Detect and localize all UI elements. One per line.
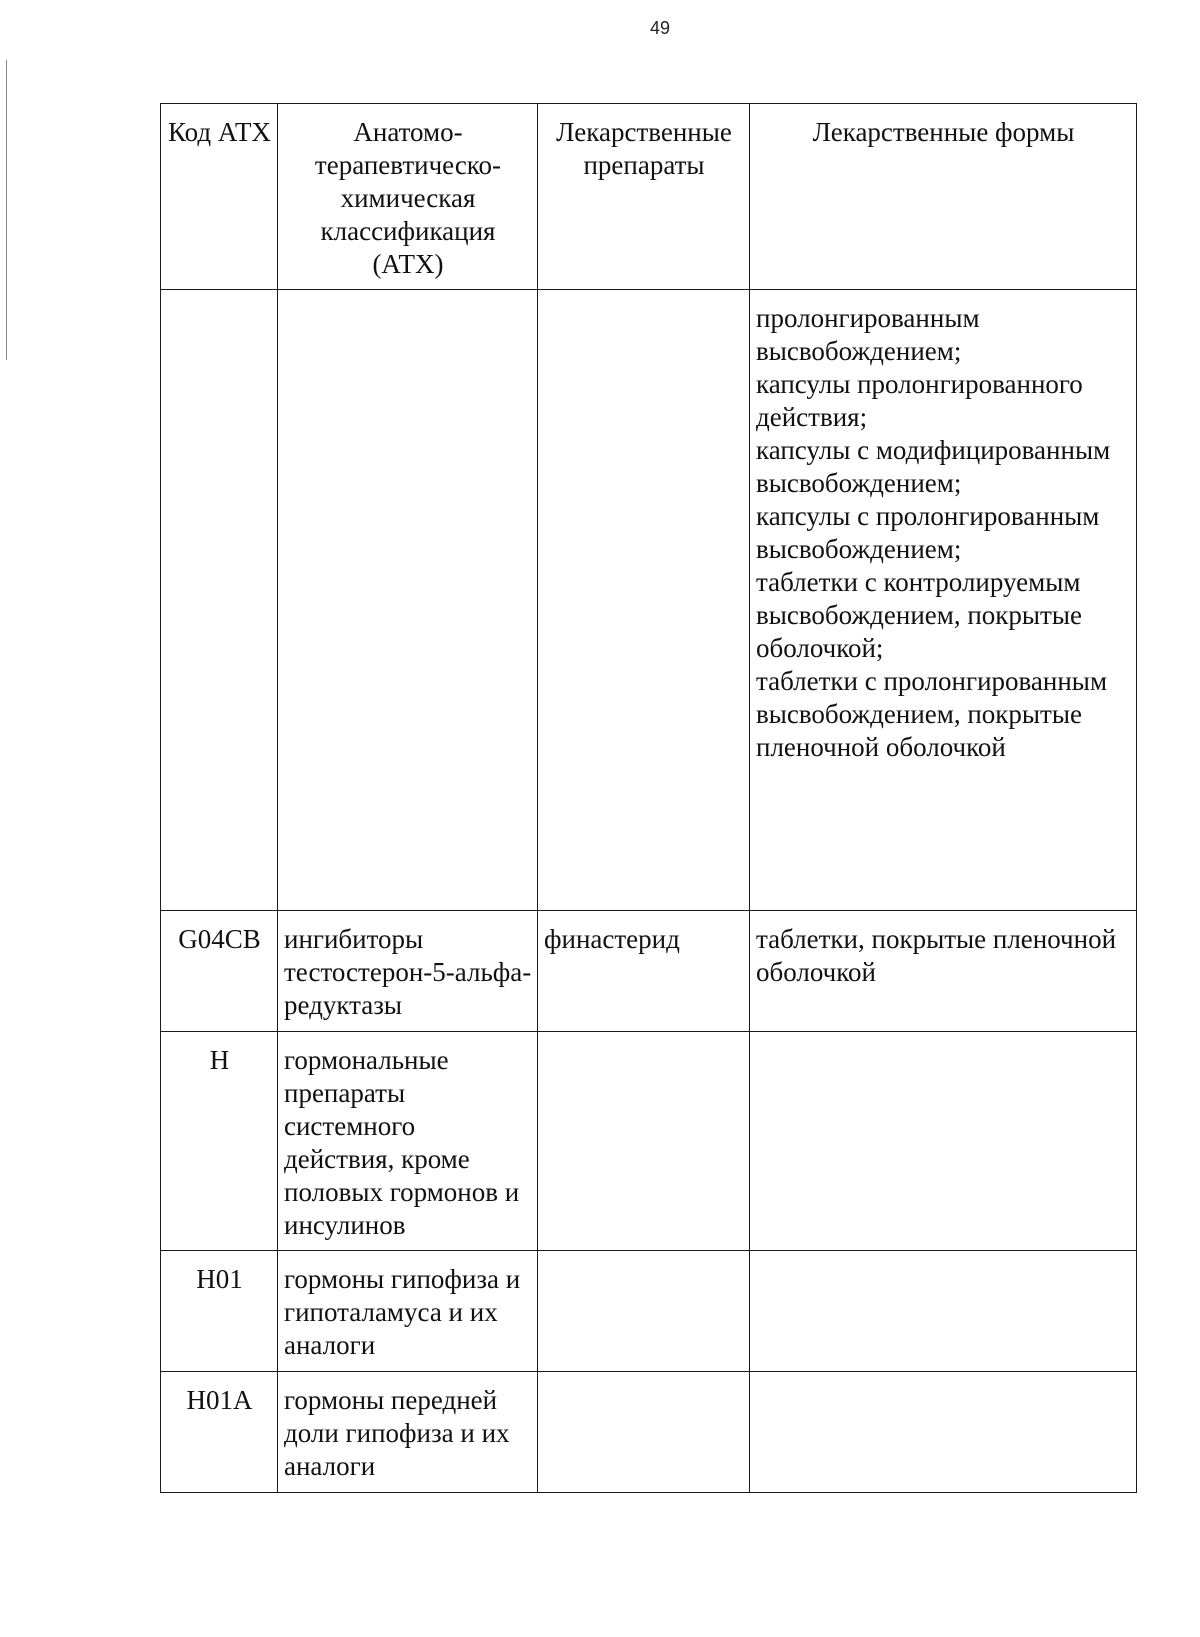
cell-code: H01	[161, 1251, 278, 1372]
cell-code: G04CB	[161, 911, 278, 1032]
cell-classification: гормоны передней доли гипофиза и их аналоги	[278, 1372, 538, 1493]
cell-code-empty	[161, 290, 278, 911]
header-code: Код АТХ	[161, 104, 278, 290]
cell-drug	[538, 1032, 750, 1251]
form-item: капсулы с модифицированным высвобождением;	[756, 435, 1111, 498]
form-item: капсулы с пролонгированным высвобождением;	[756, 501, 1100, 564]
cell-drug	[538, 1372, 750, 1493]
table-row	[161, 1372, 1137, 1493]
form-item: таблетки с пролонгированным высвобождением, покрытые пленочной оболочкой	[756, 666, 1108, 762]
form-item: таблетки с контролируемым высвобождением, покрытые оболочкой;	[756, 567, 1082, 663]
atc-drug-table	[160, 103, 1137, 1493]
header-forms: Лекарственные формы	[750, 104, 1137, 290]
table-header-row	[161, 104, 1137, 290]
cell-classification: гормоны гипофиза и гипоталамуса и их аналоги	[278, 1251, 538, 1372]
cell-forms	[750, 1032, 1137, 1251]
page-number: 49	[649, 18, 671, 38]
header-classification: Анатомо-терапевтическо-химическая классификация (АТХ)	[278, 104, 538, 290]
form-item: капсулы пролонгированного действия;	[756, 369, 1083, 432]
table-row	[161, 911, 1137, 1032]
cell-classification: гормональные препараты системного действия, кроме половых гормонов и инсулинов	[278, 1032, 538, 1251]
cell-drug-empty	[538, 290, 750, 911]
cell-code: H	[161, 1032, 278, 1251]
table-row-continuation	[161, 290, 1137, 911]
cell-classification-empty	[278, 290, 538, 911]
cell-forms	[750, 1251, 1137, 1372]
cell-classification: ингибиторы тестостерон-5-альфа-редуктазы	[278, 911, 538, 1032]
form-item: пролонгированным высвобождением;	[756, 303, 980, 366]
cell-drug: финастерид	[538, 911, 750, 1032]
header-drugs: Лекарственные препараты	[538, 104, 750, 290]
cell-forms: таблетки, покрытые пленочной оболочкой	[750, 911, 1137, 1032]
cell-forms	[750, 1372, 1137, 1493]
table-row	[161, 1251, 1137, 1372]
cell-drug	[538, 1251, 750, 1372]
cell-code: H01A	[161, 1372, 278, 1493]
scan-edge-line	[6, 60, 7, 360]
cell-forms-continuation	[750, 290, 1137, 911]
table-row	[161, 1032, 1137, 1251]
